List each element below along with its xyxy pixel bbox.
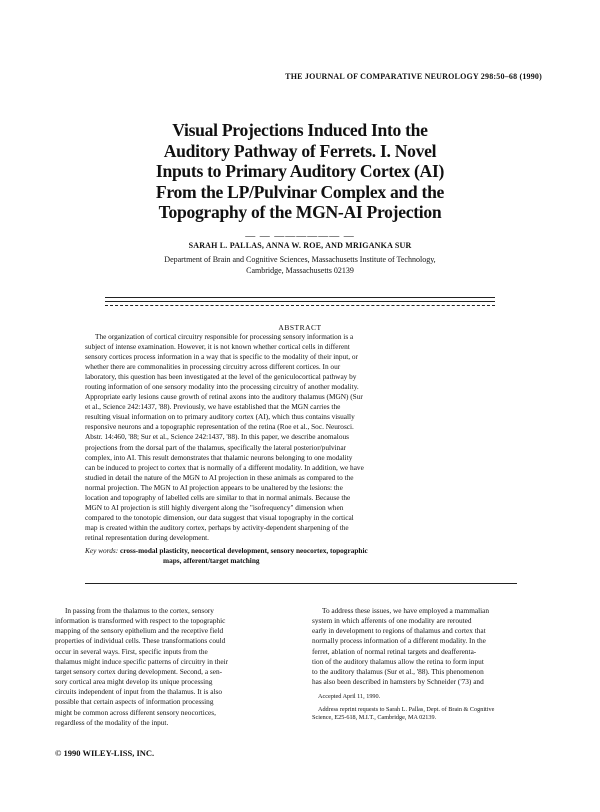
abstract-line: normal projection. The MGN to AI projection appears to be unaltered by the lesions: the [85,482,343,492]
abstract-line: subject of intense examination. However, it is not known whether cortical cells in different [85,342,350,352]
accepted-date: Accepted April 11, 1990. [318,693,381,700]
title-separator: — — —————— — [245,231,355,242]
abstract-line: resulting visual information on to primary auditory cortex (AI), which thus contains visually [85,412,355,422]
abstract-line: The organization of cortical circuitry responsible for processing sensory information is a [95,332,354,341]
divider-rule [105,301,495,302]
body-line: In passing from the thalamus to the cortex, sensory [65,606,214,615]
section-rule [85,583,517,584]
abstract-line: sensory cortices process information in a way that is specific to the modality of their input, or [85,352,358,362]
divider-rule [105,305,495,306]
body-line: to the auditory thalamus (Sur et al., '88). This phenomenon [312,666,484,676]
keywords-list-continued: maps, afferent/target matching [163,556,260,565]
title-line: Inputs to Primary Auditory Cortex (AI) [155,161,445,181]
title-line: Visual Projections Induced Into the [172,120,428,140]
body-line: occur in several ways. First, specific inputs from the [55,646,208,656]
affiliation-line: Cambridge, Massachusetts 02139 [246,266,354,275]
title-line: From the LP/Pulvinar Complex and the [155,181,445,202]
body-line: tion of the auditory thalamus allow the retina to form input [312,656,484,666]
title-line: Auditory Pathway of Ferrets. I. Novel [163,140,437,161]
body-column-right [312,606,545,687]
reprint-address: Address reprint requests to Sarah L. Pallas, Dept. of Brain & Cognitive [318,705,495,713]
abstract-line: can be induced to project to cortex that is normally of a different modality. In addition, we have [85,462,364,472]
abstract-line: whether there are commonalities in processing circuitry across different cortices. In our [85,362,341,372]
divider-rule [105,297,495,298]
abstract-body [85,332,517,543]
abstract-line: retinal representation during development. [85,532,210,542]
body-line: sory cortical area might develop its unique processing [55,677,213,687]
body-line: target sensory cortex during development. Second, a sen- [55,666,223,676]
body-line: has also been described in hamsters by Schneider ('73) and [312,677,484,687]
body-line: properties of individual cells. These transformations could [55,636,226,646]
body-line: ferret, ablation of normal retinal targets and deafferenta- [312,646,477,656]
body-line: system in which afferents of one modality are rerouted [312,616,472,626]
abstract-line: Abstr. 14:460, '88; Sur et al., Science 242:1437, '88). In this paper, we describe anomalous [85,432,349,442]
body-line: might be common across different sensory neocortices, [55,707,216,717]
abstract-line: projections from the dorsal part of the thalamus, specifically the lateral posterior/pulvinar [85,442,346,452]
affiliation [0,254,600,276]
abstract-line: complex, into AI. This result demonstrates that thalamic neurons belonging to one modality [85,452,353,462]
abstract-line: responsive neurons and a topographic representation of the retina (Roe et al., Soc. Neurosci. [85,422,354,432]
reprint-address: Science, E25-618, M.I.T., Cambridge, MA 02139. [312,714,437,722]
article-title [80,120,520,223]
body-line: possible that certain aspects of information processing [55,697,214,707]
abstract-line: Appropriate early lesions cause growth of retinal axons into the auditory thalamus (MGN) (Sur [85,392,363,402]
abstract-line: laboratory, this question has been investigated at the level of the geniculocortical pathway by [85,372,357,382]
body-line: To address these issues, we have employed a mammalian [322,606,490,615]
body-line: circuits independent of input from the thalamus. It is also [55,687,222,697]
author-list: SARAH L. PALLAS, ANNA W. ROE, AND MRIGANKA SUR [188,241,412,250]
keywords [85,546,517,566]
footnote [312,693,552,723]
abstract-line: routing information of one sensory modality into the processing circuitry of another modality. [85,382,359,392]
keywords-list: cross-modal plasticity, neocortical development, sensory neocortex, topographic [120,546,368,555]
abstract-line: compared to the tonotopic dimension, our data suggest that visual topography in the cortical [85,512,354,522]
abstract-line: studied in detail the nature of the MGN to AI projection in these animals as compared to the [85,472,354,482]
abstract-heading: ABSTRACT [278,323,322,332]
keywords-label: Key words: [85,546,119,555]
body-line: information is transformed with respect to the topographic [55,616,226,626]
body-column-left [55,606,288,728]
title-line: Topography of the MGN-AI Projection [158,202,442,222]
body-line: normally process information of a different modality. In the [312,636,486,646]
body-line: early in development to regions of thalamus and cortex that [312,626,486,636]
body-line: thalamus might induce specific patterns of circuitry in their [55,656,229,666]
affiliation-line: Department of Brain and Cognitive Sciences, Massachusetts Institute of Technology, [164,255,436,264]
body-line: regardless of the modality of the input. [55,717,169,727]
abstract-line: location and topography of labelled cells are similar to that in normal animals. Because the [85,492,351,502]
journal-header: THE JOURNAL OF COMPARATIVE NEUROLOGY 298:50–68 (1990) [285,72,542,81]
body-line: mapping of the sensory epithelium and the receptive field [55,626,224,636]
abstract-line: MGN to AI projection is still highly divergent along the "isofrequency" dimension when [85,502,344,512]
copyright-notice: © 1990 WILEY-LISS, INC. [55,748,155,758]
abstract-line: map is created within the auditory cortex, perhaps by activity-dependent sharpening of the [85,522,349,532]
abstract-line: et al., Science 242:1437, '88). Previously, we have established that the MGN carries the [85,402,341,412]
